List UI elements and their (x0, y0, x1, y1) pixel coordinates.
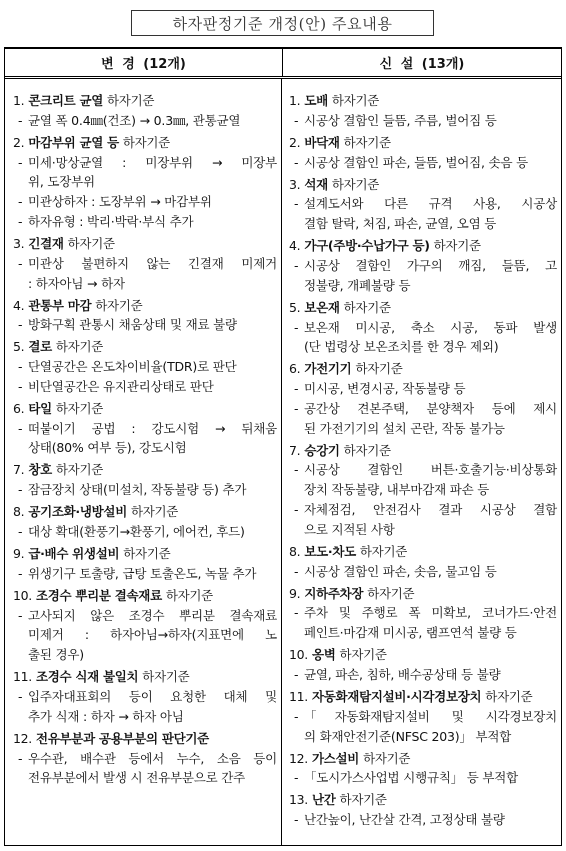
bullet-line: 위, 도장부위 (28, 174, 95, 190)
list-item (13, 296, 277, 336)
list-item (13, 337, 277, 396)
bullet-marker: - (18, 420, 23, 436)
bullet-line: 단열공간은 온도차이비율(TDR)로 판단 (28, 359, 237, 375)
item-heading (289, 645, 557, 665)
bullet-point (13, 480, 277, 500)
item-heading (13, 399, 277, 419)
bullet-line: 전유부분에서 발생 시 전유부분으로 간주 (28, 770, 245, 786)
list-item (13, 667, 277, 726)
bullet-marker: - (294, 257, 299, 273)
table-header-row (5, 49, 561, 79)
bullet-line: 난간높이, 난간살 간격, 고정상태 불량 (304, 812, 505, 828)
item-keyword: 조경수 뿌리분 결속재료 (35, 587, 162, 603)
bullet-point (13, 606, 277, 665)
item-number: 13. (289, 792, 308, 808)
bullet-line: 입주자대표회의 등이 요청한 대체 및 (28, 688, 277, 704)
item-heading (289, 91, 557, 111)
item-suffix: 하자기준 (485, 688, 533, 704)
bullet-marker: - (294, 770, 299, 786)
list-item (13, 399, 277, 458)
bullet-point (289, 562, 557, 582)
list-item (289, 298, 557, 357)
item-heading (13, 460, 277, 480)
bullet-point (289, 318, 557, 358)
item-suffix: 하자기준 (55, 462, 103, 478)
item-keyword: 지하주차장 (304, 585, 364, 601)
item-keyword: 콘크리트 균열 (28, 93, 104, 108)
table-body (5, 79, 561, 845)
item-suffix: 하자기준 (339, 792, 387, 808)
bullet-marker: - (294, 400, 299, 416)
bullet-point (13, 522, 277, 542)
item-number: 6. (289, 361, 301, 377)
list-item (289, 441, 557, 540)
item-number: 10. (289, 647, 308, 663)
list-item (13, 502, 277, 542)
bullet-point (289, 707, 557, 747)
item-number: 5. (13, 339, 25, 355)
bullet-line: 균열, 파손, 침하, 배수공상태 등 불량 (304, 667, 501, 682)
item-heading (289, 790, 557, 810)
bullet-line: 대상 확대(환풍기→환풍기, 에어컨, 후드) (28, 524, 245, 540)
item-number: 12. (289, 750, 308, 766)
bullet-line: 고사되지 않은 조경수 뿌리분 결속재료 (28, 607, 277, 623)
item-number: 3. (289, 176, 301, 192)
bullet-marker: - (294, 462, 299, 478)
bullet-point (289, 194, 557, 234)
bullet-point (289, 153, 557, 173)
item-number: 1. (289, 93, 301, 108)
item-suffix: 하자기준 (122, 134, 170, 150)
bullet-point (13, 111, 277, 131)
bullet-point (13, 357, 277, 377)
item-suffix: 하자기준 (123, 546, 171, 562)
bullet-line: 미제거 : 하자아님→하자(지표면에 노 (28, 627, 277, 643)
item-number: 2. (13, 134, 25, 150)
item-number: 8. (13, 504, 25, 520)
item-keyword: 자동화재탐지설비·시각경보장치 (311, 688, 482, 704)
item-number: 4. (13, 297, 25, 313)
item-suffix: 하자기준 (359, 543, 407, 559)
comparison-table (4, 47, 562, 846)
bullet-point (289, 603, 557, 643)
item-number: 3. (13, 235, 25, 251)
bullet-marker: - (294, 667, 299, 682)
item-keyword: 승강기 (304, 442, 340, 458)
bullet-marker: - (294, 563, 299, 579)
bullet-line: 「도시가스사업법 시행규칙」 등 부적합 (304, 770, 519, 786)
bullet-marker: - (294, 708, 299, 724)
bullet-line: 자체점검, 안전검사 결과 시공상 결함 (304, 502, 557, 518)
list-item (289, 133, 557, 173)
bullet-marker: - (18, 750, 23, 766)
item-heading (289, 542, 557, 562)
list-item (289, 645, 557, 685)
item-heading (13, 729, 277, 749)
bullet-marker: - (18, 565, 23, 581)
item-heading (289, 298, 557, 318)
item-heading (13, 91, 277, 111)
bullet-marker: - (18, 359, 23, 375)
item-heading (13, 667, 277, 687)
item-heading (289, 133, 557, 153)
column-header-changed: 변 경 (12개) (5, 49, 283, 76)
item-suffix: 하자기준 (343, 299, 391, 315)
item-keyword: 난간 (311, 792, 336, 808)
bullet-marker: - (18, 524, 23, 540)
list-item (289, 236, 557, 295)
bullet-point (13, 153, 277, 193)
bullet-point (289, 399, 557, 439)
bullet-marker: - (294, 154, 299, 170)
bullet-line: 위생기구 토출량, 급탕 토출온도, 녹물 추가 (28, 565, 257, 581)
bullet-line: 추가 식재 : 하자 → 하자 아님 (28, 708, 184, 724)
item-keyword: 보온재 (304, 299, 340, 315)
list-item (13, 729, 277, 788)
bullet-line: 페인트·마감재 미시공, 램프연석 불량 등 (304, 625, 517, 641)
item-suffix: 하자기준 (95, 297, 143, 313)
column-header-new: 신 설 (13개) (379, 57, 465, 72)
bullet-line: 주차 및 주행로 폭 미확보, 코너가드·안전 (304, 605, 557, 621)
item-keyword: 급·배수 위생설비 (28, 546, 120, 562)
item-heading (289, 584, 557, 604)
bullet-point (289, 665, 557, 685)
item-suffix: 하자기준 (67, 235, 115, 251)
bullet-line: 방화구획 관통시 채움상태 및 재료 불량 (28, 317, 237, 333)
bullet-line: 된 가전기기의 설치 곤란, 작동 불가능 (304, 420, 505, 436)
list-item (289, 175, 557, 234)
item-keyword: 관통부 마감 (28, 297, 92, 313)
item-keyword: 전유부분과 공용부분의 판단기준 (35, 730, 209, 746)
item-keyword: 가구(주방·수납가구 등) (304, 238, 430, 254)
bullet-marker: - (18, 255, 23, 271)
new-standards-column (282, 79, 561, 845)
item-suffix: 하자기준 (130, 504, 179, 520)
bullet-line: 시공상 결함인 가구의 깨짐, 들뜸, 고 (304, 257, 557, 273)
bullet-line: 상태(80% 여부 등), 강도시험 (28, 440, 187, 456)
item-keyword: 가전기기 (304, 361, 352, 377)
item-number: 11. (13, 669, 32, 685)
list-item (289, 91, 557, 131)
list-item (289, 749, 557, 789)
list-item (289, 687, 557, 746)
bullet-marker: - (18, 317, 23, 333)
bullet-line: 미세·망상균열 : 미장부위 → 미장부 (28, 154, 277, 170)
list-item (13, 234, 277, 293)
bullet-line: 미관상 불편하지 않는 긴결재 미제거 (28, 255, 277, 271)
item-number: 9. (13, 546, 25, 562)
item-keyword: 마감부위 균열 등 (28, 134, 119, 150)
bullet-marker: - (294, 319, 299, 335)
bullet-line: 균열 폭 0.4㎜(건조) → 0.3㎜, 관통균열 (28, 112, 241, 128)
bullet-marker: - (294, 196, 299, 212)
item-number: 1. (13, 93, 25, 108)
item-suffix: 하자기준 (343, 442, 391, 458)
item-keyword: 공기조화·냉방설비 (28, 504, 127, 520)
bullet-marker: - (18, 378, 23, 394)
bullet-marker: - (294, 502, 299, 518)
item-number: 5. (289, 299, 301, 315)
item-number: 6. (13, 400, 25, 416)
item-heading (289, 359, 557, 379)
list-item (289, 584, 557, 643)
bullet-line: 정불량, 개폐불량 등 (304, 277, 411, 293)
item-heading (13, 544, 277, 564)
item-number: 10. (13, 587, 32, 603)
bullet-line: 장치 작동불량, 내부마감재 파손 등 (304, 482, 490, 498)
item-heading (13, 586, 277, 606)
item-heading (13, 296, 277, 316)
item-suffix: 하자기준 (433, 238, 481, 254)
item-keyword: 보도·차도 (304, 543, 356, 559)
bullet-line: 시공상 결함인 파손, 솟음, 물고임 등 (304, 563, 497, 579)
item-suffix: 하자기준 (339, 647, 387, 663)
bullet-line: 출된 경우) (28, 647, 84, 663)
bullet-marker: - (18, 213, 23, 229)
item-heading (13, 337, 277, 357)
list-item (13, 133, 277, 232)
item-suffix: 하자기준 (55, 400, 103, 416)
item-suffix: 하자기준 (165, 587, 213, 603)
bullet-line: 미시공, 변경시공, 작동불량 등 (304, 381, 466, 397)
bullet-line: 의 화재안전기준(NFSC 203)」 부적합 (304, 728, 512, 744)
bullet-line: 공간상 견본주택, 분양책자 등에 제시 (304, 400, 557, 416)
bullet-point (289, 256, 557, 296)
bullet-point (289, 460, 557, 500)
item-keyword: 도배 (304, 93, 328, 108)
item-heading (289, 687, 557, 707)
item-suffix: 하자기준 (363, 750, 411, 766)
bullet-marker: - (294, 812, 299, 828)
bullet-marker: - (18, 154, 23, 170)
bullet-marker: - (18, 112, 23, 128)
list-item (289, 542, 557, 582)
item-keyword: 바닥재 (304, 134, 340, 150)
bullet-marker: - (18, 607, 23, 623)
bullet-marker: - (294, 605, 299, 621)
list-item (13, 586, 277, 665)
item-suffix: 하자기준 (331, 93, 379, 108)
item-keyword: 석재 (304, 176, 328, 192)
bullet-line: 시공상 결함인 파손, 들뜸, 벌어짐, 솟음 등 (304, 154, 528, 170)
item-suffix: 하자기준 (367, 585, 415, 601)
bullet-marker: - (18, 194, 23, 210)
list-item (13, 544, 277, 584)
item-suffix: 하자기준 (343, 134, 391, 150)
item-keyword: 옹벽 (311, 647, 336, 663)
item-number: 11. (289, 688, 308, 704)
changed-standards-column (5, 79, 282, 845)
bullet-point (13, 254, 277, 294)
bullet-line: 시공상 결함인 버튼·호출기능·비상통화 (304, 462, 557, 478)
bullet-line: 설계도서와 다른 규격 사용, 시공상 (304, 196, 557, 212)
list-item (13, 91, 277, 131)
bullet-line: 잠금장치 상태(미설치, 작동불량 등) 추가 (28, 482, 247, 498)
item-number: 2. (289, 134, 301, 150)
bullet-marker: - (18, 688, 23, 704)
item-suffix: 하자기준 (142, 669, 190, 685)
bullet-line: 떠붙이기 공법 : 강도시험 → 뒤채움 (28, 420, 277, 436)
bullet-line: 비단열공간은 유지관리상태로 판단 (28, 378, 214, 394)
bullet-line: 미관상하자 : 도장부위 → 마감부위 (28, 194, 212, 210)
item-heading (289, 175, 557, 195)
list-item (13, 460, 277, 500)
item-suffix: 하자기준 (55, 339, 103, 355)
item-suffix: 하자기준 (331, 176, 379, 192)
bullet-point (13, 419, 277, 459)
item-keyword: 창호 (28, 462, 52, 478)
bullet-line: 하자유형 : 박리·박락·부식 추가 (28, 213, 194, 229)
bullet-point (13, 212, 277, 232)
bullet-point (289, 768, 557, 788)
bullet-point (13, 687, 277, 727)
item-heading (289, 441, 557, 461)
bullet-line: : 하자아님 → 하자 (28, 275, 125, 291)
bullet-line: 우수관, 배수관 등에서 누수, 소음 등이 (28, 750, 277, 766)
page-title: 하자판정기준 개정(안) 주요내용 (131, 10, 434, 36)
bullet-point (289, 810, 557, 830)
bullet-point (289, 379, 557, 399)
bullet-point (289, 500, 557, 540)
item-heading (13, 502, 277, 522)
item-heading (13, 234, 277, 254)
item-keyword: 타일 (28, 400, 52, 416)
item-number: 9. (289, 585, 301, 601)
bullet-marker: - (294, 112, 299, 128)
item-number: 8. (289, 543, 301, 559)
bullet-marker: - (18, 482, 23, 498)
list-item (289, 359, 557, 438)
item-suffix: 하자기준 (355, 361, 403, 377)
item-suffix: 하자기준 (107, 93, 155, 108)
item-keyword: 가스설비 (311, 750, 360, 766)
item-heading (289, 236, 557, 256)
item-keyword: 결로 (28, 339, 52, 355)
bullet-marker: - (294, 381, 299, 397)
item-number: 12. (13, 730, 32, 746)
bullet-point (13, 377, 277, 397)
bullet-line: 보온재 미시공, 축소 시공, 동파 발생 (304, 319, 557, 335)
item-keyword: 긴결재 (28, 235, 64, 251)
bullet-point (13, 564, 277, 584)
item-number: 4. (289, 238, 301, 254)
bullet-point (289, 111, 557, 131)
item-heading (13, 133, 277, 153)
item-number: 7. (13, 462, 25, 478)
bullet-line: 결함 탈락, 처짐, 파손, 균열, 오염 등 (304, 216, 497, 232)
bullet-line: 시공상 결함인 들뜸, 주름, 벌어짐 등 (304, 112, 497, 128)
item-number: 7. (289, 442, 301, 458)
item-heading (289, 749, 557, 769)
bullet-point (13, 315, 277, 335)
bullet-line: 「자동화재탐지설비 및 시각경보장치 (304, 708, 557, 724)
bullet-line: (단 법령상 보온조치를 한 경우 제외) (304, 339, 499, 355)
bullet-point (13, 192, 277, 212)
bullet-line: 으로 지적된 사항 (304, 521, 395, 537)
item-keyword: 조경수 식재 불일치 (35, 669, 139, 685)
list-item (289, 790, 557, 830)
bullet-point (13, 749, 277, 789)
